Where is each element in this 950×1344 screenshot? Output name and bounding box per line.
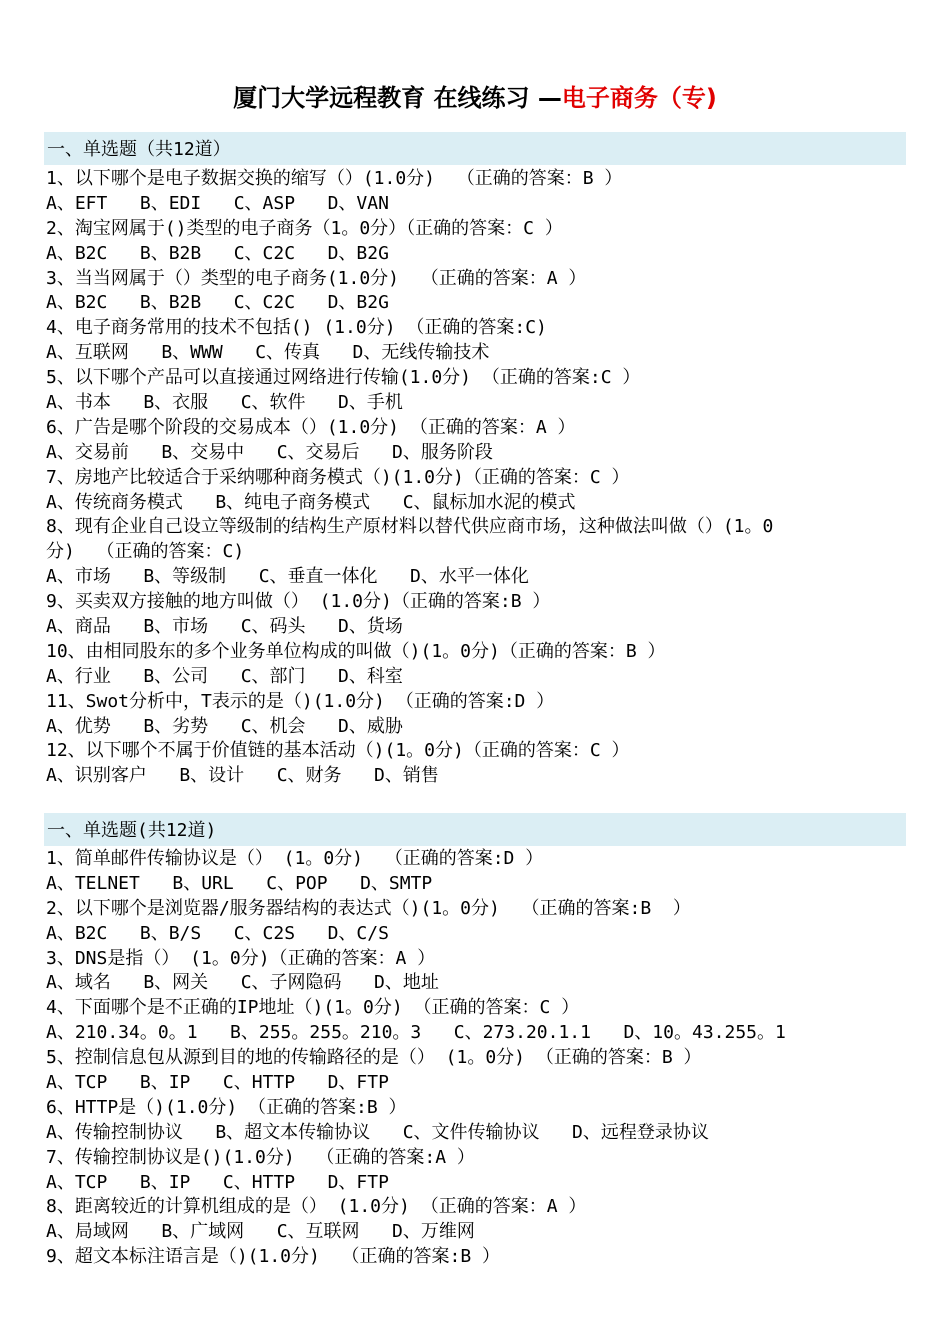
question-line: A、210.34。0。1 B、255。255。210。3 C、273.20.1.1 D、10。43.255。1	[46, 1022, 786, 1044]
question-line: 6、广告是哪个阶段的交易成本（）(1.0分) （正确的答案：A ）	[46, 416, 576, 438]
title-main: 厦门大学远程教育 在线练习 —	[233, 84, 562, 112]
question-line: 9、买卖双方接触的地方叫做（） (1.0分)（正确的答案:B ）	[46, 591, 551, 613]
question-list-1	[46, 167, 906, 789]
question-line: 5、以下哪个产品可以直接通过网络进行传输(1.0分) （正确的答案:C ）	[46, 367, 641, 389]
question-line: 12、以下哪个不属于价值链的基本活动（)(1。0分)（正确的答案：C ）	[46, 740, 630, 762]
question-line: 4、下面哪个是不正确的IP地址（)(1。0分) （正确的答案：C ）	[46, 997, 580, 1019]
section-header-2	[44, 813, 906, 846]
question-line: A、B2C B、B2B C、C2C D、B2G	[46, 292, 389, 314]
question-line: 6、HTTP是（)(1.0分) （正确的答案:B ）	[46, 1096, 407, 1118]
question-line: 5、控制信息包从源到目的地的传输路径的是（） (1。0分) （正确的答案：B ）	[46, 1047, 702, 1069]
question-line: A、互联网 B、WWW C、传真 D、无线传输技术	[46, 342, 490, 364]
question-line: A、交易前 B、交易中 C、交易后 D、服务阶段	[46, 441, 493, 463]
question-line: A、传统商务模式 B、纯电子商务模式 C、鼠标加水泥的模式	[46, 491, 576, 513]
question-line: A、B2C B、B2B C、C2C D、B2G	[46, 242, 389, 264]
question-line: 1、以下哪个是电子数据交换的缩写（）(1.0分) （正确的答案：B ）	[46, 168, 623, 189]
question-line: A、域名 B、网关 C、子网隐码 D、地址	[46, 972, 439, 994]
question-line: A、EFT B、EDI C、ASP D、VAN	[46, 192, 389, 214]
question-line: A、TELNET B、URL C、POP D、SMTP	[46, 872, 433, 894]
question-line: A、识别客户 B、设计 C、财务 D、销售	[46, 765, 439, 787]
section-header-2-text: 一、单选题(共12道)	[47, 820, 217, 841]
question-line: 11、Swot分析中，T表示的是（)(1.0分) （正确的答案:D ）	[46, 690, 555, 712]
question-line: 3、当当网属于（）类型的电子商务(1.0分) （正确的答案：A ）	[46, 267, 587, 289]
question-line: A、优势 B、劣势 C、机会 D、威胁	[46, 715, 403, 737]
question-line: A、市场 B、等级制 C、垂直一体化 D、水平一体化	[46, 566, 529, 588]
section-header-1	[44, 132, 906, 165]
question-line: A、行业 B、公司 C、部门 D、科室	[46, 665, 403, 687]
question-line: 10、由相同股东的多个业务单位构成的叫做（)(1。0分)（正确的答案：B ）	[46, 640, 666, 662]
question-line: A、书本 B、衣服 C、软件 D、手机	[46, 392, 403, 414]
question-line: 8、距离较近的计算机组成的是（） (1.0分) （正确的答案：A ）	[46, 1196, 587, 1218]
question-line: A、TCP B、IP C、HTTP D、FTP	[46, 1171, 389, 1193]
question-line: 4、电子商务常用的技术不包括() (1.0分) （正确的答案:C)	[46, 317, 547, 339]
question-line: 1、简单邮件传输协议是（） (1。0分) （正确的答案:D ）	[46, 848, 544, 869]
question-line: 9、超文本标注语言是（)(1.0分) （正确的答案:B ）	[46, 1246, 501, 1268]
question-line: 2、淘宝网属于()类型的电子商务（1。0分）（正确的答案：C ）	[46, 217, 563, 239]
question-line: 分) （正确的答案：C)	[46, 541, 245, 563]
question-list-2	[46, 847, 906, 1270]
question-line: 8、现有企业自己设立等级制的结构生产原材料以替代供应商市场，这种做法叫做（）(1。0	[46, 516, 774, 538]
page-title	[0, 78, 950, 113]
question-line: 7、房地产比较适合于采纳哪种商务模式（)(1.0分)（正确的答案：C ）	[46, 466, 630, 488]
section-header-1-text: 一、单选题（共12道）	[47, 139, 231, 160]
question-line: 3、DNS是指（） (1。0分)（正确的答案：A ）	[46, 947, 436, 969]
question-line: 2、以下哪个是浏览器/服务器结构的表达式（)(1。0分) （正确的答案:B ）	[46, 897, 691, 919]
title-course: 电子商务（专)	[561, 84, 717, 112]
question-line: 7、传输控制协议是()(1.0分) （正确的答案:A ）	[46, 1146, 475, 1168]
question-line: A、局域网 B、广域网 C、互联网 D、万维网	[46, 1221, 475, 1243]
question-line: A、TCP B、IP C、HTTP D、FTP	[46, 1072, 389, 1094]
question-line: A、商品 B、市场 C、码头 D、货场	[46, 616, 403, 638]
question-line: A、B2C B、B/S C、C2S D、C/S	[46, 922, 389, 944]
question-line: A、传输控制协议 B、超文本传输协议 C、文件传输协议 D、远程登录协议	[46, 1121, 709, 1143]
